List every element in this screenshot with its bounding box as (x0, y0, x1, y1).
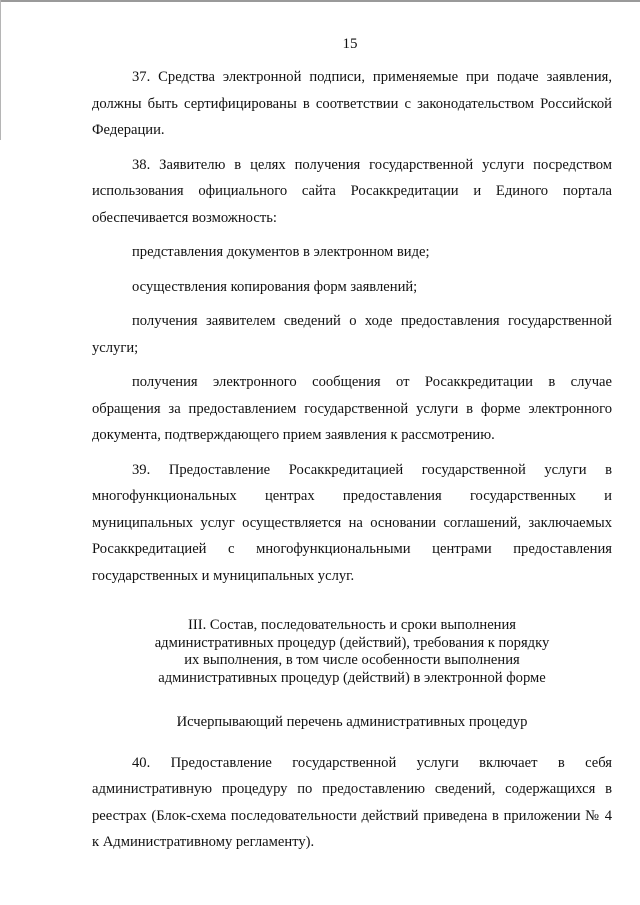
document-body (92, 64, 612, 856)
paragraph-39: 39. Предоставление Росаккредитацией государственной услуги в многофункциональных центрах предоставления государственных и муниципальных услуг осуществляется на основании соглашений, заключаемых Росаккредитацией с многофункциональными центрами предоставления государственных и муниципальных услуг. (92, 461, 612, 584)
section-heading-line: III. Состав, последовательность и сроки выполнения (187, 617, 517, 633)
list-item-electronic-message: получения электронного сообщения от Росаккредитации в случае обращения за предоставлением государственной услуги в форме электронного документа, подтверждающего прием заявления к рассмотрению. (92, 374, 612, 443)
page-number: 15 (342, 36, 358, 52)
paragraph-37: 37. Средства электронной подписи, применяемые при подаче заявления, должны быть сертифицированы в соответствии с законодательством Российской Федерации. (92, 69, 612, 138)
list-item-copy-forms: осуществления копирования форм заявлений; (132, 278, 418, 295)
scan-edge-left (0, 0, 1, 140)
list-item-electronic-documents: представления документов в электронном виде; (132, 244, 430, 260)
paragraph-40: 40. Предоставление государственной услуги включает в себя административную процедуру по предоставлению сведений, содержащихся в реестрах (Блок-схема последовательности действий приведена в приложении № 4 к Административному регламенту). (92, 754, 612, 850)
section-heading (92, 617, 612, 687)
section-heading-line: административных процедур (действий), требования к порядку (154, 634, 550, 651)
section-heading-line: административных процедур (действий) в электронной форме (158, 669, 546, 686)
subheading: Исчерпывающий перечень административных процедур (176, 714, 528, 730)
scan-edge-top (0, 0, 640, 2)
list-item-status-info: получения заявителем сведений о ходе предоставления государственной услуги; (92, 313, 612, 356)
section-heading-line: их выполнения, в том числе особенности выполнения (184, 652, 520, 668)
paragraph-38: 38. Заявителю в целях получения государственной услуги посредством использования официального сайта Росаккредитации и Единого портала обеспечивается возможность: (92, 156, 612, 226)
